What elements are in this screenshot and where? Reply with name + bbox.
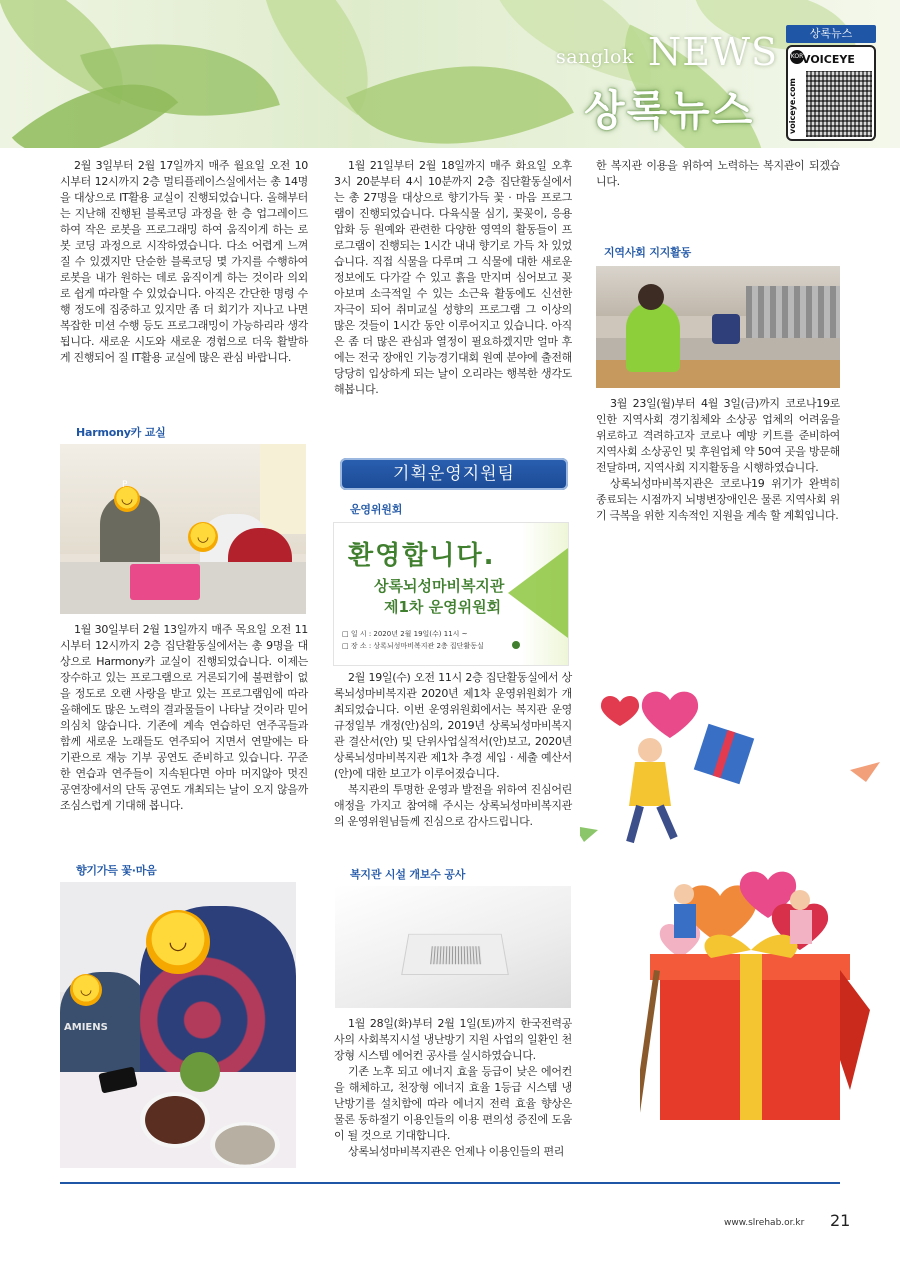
repair-text-3: 상록뇌성마비복지관은 언제나 이용인들의 편리 [348, 1145, 565, 1158]
voiceye-tag: 상록뉴스 [786, 25, 876, 43]
voiceye-code[interactable] [786, 45, 876, 141]
flower-class-photo [60, 882, 296, 1168]
footer-url[interactable]: www.slrehab.or.kr [724, 1218, 805, 1228]
harmony-section-title: Harmony카 교실 [76, 426, 166, 439]
person-legs [630, 806, 674, 842]
harmony-article [60, 622, 308, 814]
flower-article [334, 158, 572, 398]
voiceye-qr-pattern [806, 71, 872, 137]
photo-bag [712, 314, 740, 344]
photo-pebble-bowl [210, 1122, 280, 1168]
footer-rule [60, 1182, 840, 1184]
person-head [674, 884, 694, 904]
welcome-logo-icon [512, 641, 520, 649]
photo-worker [626, 302, 680, 372]
photo-laptop [130, 564, 200, 600]
committee-text-2: 복지관의 투명한 운영과 발전을 위하여 진심어린 애정을 가지고 참여해 주시는 상록뇌성마비복지관의 운영위원님들께 진심으로 감사드립니다. [334, 783, 572, 828]
voiceye-logo: VOICEYE [802, 53, 855, 66]
shirt-letter: P [122, 480, 128, 490]
person-body [790, 910, 812, 944]
face-cover-sun-icon: ◡ [146, 910, 210, 974]
committee-article [334, 670, 572, 830]
aircon-grille [430, 946, 482, 964]
paper-plane-icon [580, 826, 598, 842]
photo-plant [180, 1052, 220, 1092]
welcome-meeting: 제1차 운영위원회 [384, 598, 502, 616]
repair-text-1: 1월 28일(화)부터 2월 1일(토)까지 한국전력공사의 사회복지시설 냉난방기 지원 사업의 일환인 천장형 시스템 에어컨 공사를 실시하였습니다. [334, 1017, 572, 1062]
community-support-photo [596, 266, 840, 388]
heart-icon [601, 696, 639, 726]
gift-box-illustration [640, 850, 880, 1170]
page-number: 21 [830, 1211, 851, 1230]
photo-board [260, 444, 306, 534]
community-text-1: 3월 23일(월)부터 4월 3일(금)까지 코로나19로 인한 지역사회 경기침체와 소상공 업체의 어려움을 위로하고 격려하고자 코로나 예방 키트를 준비하여 지역사회 소상공인 및 후원업체 약 50여 곳을 방문해 전달하며, 지역사회 지지활동을 시행하였습니다. [596, 397, 840, 474]
shirt-text: AMIENS [64, 1022, 108, 1033]
welcome-triangle [508, 533, 569, 653]
repair-article [334, 1016, 572, 1160]
welcome-place: □ 장 소 : 상록뇌성마비복지관 2층 집단활동실 [342, 642, 484, 650]
gift-ribbon [740, 954, 762, 1120]
repair-continuation [596, 158, 840, 190]
brand-sanglok: sanglok [556, 46, 635, 68]
gift-lid-open [840, 970, 870, 1090]
welcome-date: □ 일 시 : 2020년 2월 19일(수) 11시 ~ [342, 630, 468, 638]
voiceye-kor-badge: KOR [790, 50, 804, 64]
paper-plane-icon [850, 762, 880, 782]
page-title: 상록뉴스 [584, 86, 755, 135]
harmony-class-photo [60, 444, 306, 614]
photo-soil-bowl [140, 1092, 210, 1148]
flower-text: 1월 21일부터 2월 18일까지 매주 화요일 오후 3시 20분부터 4시 10분까지 2층 집단활동실에서는 총 27명을 대상으로 향기가득 꽃 · 마음 프로그램이 진행되었습니다. 다육식물 심기, 꽃꽂이, 응용 압화 등 원예와 관련한 다양한 영역의 활동들이 프로그램이 진행되는 1시간 내내 향기로 가득 차 있었습니다. 직접 식물을 다루며 그 식물에 대한 새로운 정보에도 다가갈 수 있고 흙을 만지며 심어보고 꽂아보며 소극적일 수 있는 소근육 활동에도 신선한 자극이 되어 취미교실 성향의 프로그램 그 이상의 많은 것들이 1시간 동안 이루어지고 있습니다. 아직은 좀 더 많은 관심과 열정이 필요하겠지만 얼마 후에는 전국 장애인 기능경기대회 원예 분야에 출전해 당당히 입상하게 되는 날이 오리라는 행복한 생각도 해봅니다. [334, 159, 572, 396]
welcome-org: 상록뇌성마비복지관 [374, 577, 505, 595]
it-class-text: 2월 3일부터 2월 17일까지 매주 월요일 오전 10시부터 12시까지 2층 멀티플레이스실에서는 총 14명을 대상으로 IT활용 교실이 진행되었습니다. 올해부터는 지난해 진행된 블록코딩 과정을 한 층 업그레이드 하여 작은 로봇을 프로그래밍 하여 움직이게 하는 로봇 코딩 과정으로 시작하였습니다. 다소 어렵게 느껴질 수 있겠지만 단순한 블록코딩 몇 가지를 수행하여 로봇을 내가 원하는 데로 움직이게 하는 것이라 의외로 쉽게 따라할 수 있었습니다. 아직은 간단한 명령 수행 정도에 집중하고 있지만 좀 더 회기가 지나고 나면 복잡한 미션 수행 등도 프로그래밍이 가능하리라 생각됩니다. 새로운 시도와 새로운 경험으로 더욱 활발하게 진행되어 질 IT활용 교실에 많은 관심 바랍니다. [60, 159, 308, 364]
committee-section-title: 운영위원회 [350, 503, 403, 516]
repair-text-continued: 한 복지관 이용을 위하여 노력하는 복지관이 되겠습니다. [596, 159, 840, 188]
photo-worker-head [638, 284, 664, 310]
welcome-board-photo [333, 522, 569, 666]
face-cover-sun-icon: ◡ [70, 974, 102, 1006]
committee-text-1: 2월 19일(수) 오전 11시 2층 집단활동실에서 상록뇌성마비복지관 2020년 제1차 운영위원회가 개최되었습니다. 이번 운영위원회에서는 복지관 운영규정일부 개정(안)심의, 2019년 상록뇌성마비복지관 결산서(안) 및 단위사업실적서(안)보고, 2020년 상록뇌성마비복지관 제1차 추경 세입 · 세출 예산서(안)에 대한 보고가 이루어졌습니다. [334, 671, 572, 780]
community-section-title: 지역사회 지지활동 [604, 246, 692, 259]
community-article [596, 396, 840, 524]
header-banner [0, 0, 900, 148]
welcome-title: 환영합니다. [348, 541, 496, 571]
community-text-2: 상록뇌성마비복지관은 코로나19 위기가 완벽히 종료되는 시점까지 뇌병변장애인은 물론 지역사회 위기 극복을 위한 지속적인 지원을 계속 할 계획입니다. [596, 477, 840, 522]
person-body [674, 904, 696, 938]
brand-news: NEWS [648, 30, 779, 74]
face-cover-sun-icon: ◡ [114, 486, 140, 512]
ladder [640, 970, 660, 1119]
person-head [790, 890, 810, 910]
it-class-article [60, 158, 308, 366]
heart-icon [642, 692, 698, 738]
flower-section-title: 향기가득 꽃·마음 [76, 864, 157, 877]
team-banner: 기획운영지원팀 [340, 458, 568, 490]
face-cover-sun-icon: ◡ [188, 522, 218, 552]
harmony-text: 1월 30일부터 2월 13일까지 매주 목요일 오전 11시부터 12시까지 2층 집단활동실에서는 총 9명을 대상으로 Harmony카 교실이 진행되었습니다. 이제는 장수하고 있는 프로그램으로 거론되기에 불편함이 없을 정도로 오랜 사랑을 받고 있는 프로그램임에 따라 올해에도 많은 노력의 결과물들이 나타날 것이라 믿어 의심치 않습니다. 기존에 계속 연습하던 연주곡들과 함께 새로운 노래들도 연주되어 지면서 연말에는 타 기관으로 재능 기부 공연도 준비하고 있습니다. 꾸준한 연습과 연주들이 지속된다면 아마 머지않아 멋진 공연장에서의 단독 공연도 개최되는 날이 오지 않을까 조심스럽게 기대해 봅니다. [60, 623, 308, 812]
repair-section-title: 복지관 시설 개보수 공사 [350, 868, 466, 881]
repair-text-2: 기존 노후 되고 에너지 효율 등급이 낮은 에어컨을 해체하고, 천장형 에너지 효율 1등급 시스템 냉난방기를 설치함에 따라 에너지 전력 효율 향상은 물론 동하절기 이용인들의 이용 편의성 증진에 도움이 될 것으로 기대합니다. [334, 1065, 572, 1142]
person-body [629, 762, 671, 806]
voiceye-url: voiceye.com [788, 78, 797, 134]
aircon-ceiling-photo [335, 886, 571, 1008]
person-head [638, 738, 662, 762]
